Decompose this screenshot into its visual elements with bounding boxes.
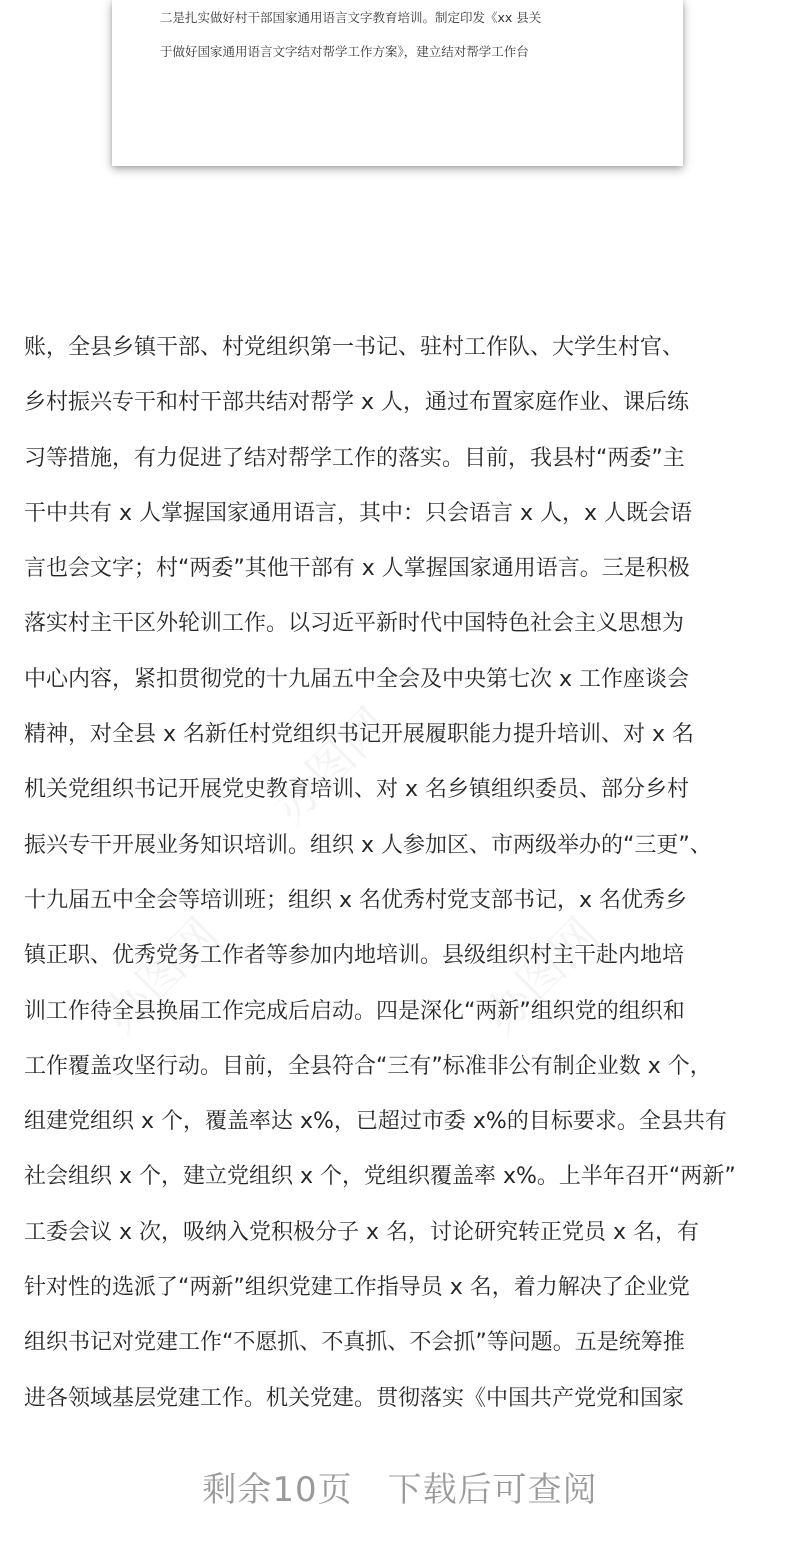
body-line: 社会组织 x 个，建立党组织 x 个，党组织覆盖率 x%。上半年召开“两新” (24, 1164, 736, 1190)
body-line: 镇正职、优秀党务工作者等参加内地培训。县级组织村主干赴内地培 (24, 943, 685, 969)
body-line: 言也会文字；村“两委”其他干部有 x 人掌握国家通用语言。三是积极 (24, 556, 690, 582)
remaining-pages-link[interactable]: 剩余10页 下载后可查阅 (202, 1470, 598, 1510)
preview-line: 二是扎实做好村干部国家通用语言文字教育培训。制定印发《xx 县关 (160, 10, 542, 25)
body-line: 针对性的选派了“两新”组织党建工作指导员 x 名，着力解决了企业党 (24, 1275, 690, 1301)
body-line: 习等措施，有力促进了结对帮学工作的落实。目前，我县村“两委”主 (24, 445, 685, 471)
body-line: 工作覆盖攻坚行动。目前，全县符合“三有”标准非公有制企业数 x 个， (24, 1053, 712, 1079)
body-line: 中心内容，紧扣贯彻党的十九届五中全会及中央第七次 x 工作座谈会 (24, 666, 690, 692)
document-preview-card (112, 0, 683, 166)
body-line: 组建党组织 x 个，覆盖率达 x%，已超过市委 x%的目标要求。全县共有 (24, 1109, 727, 1135)
document-body (24, 320, 784, 1426)
preview-line: 于做好国家通用语言文字结对帮学工作方案》，建立结对帮学工作台 (160, 44, 529, 59)
body-line: 落实村主干区外轮训工作。以习近平新时代中国特色社会主义思想为 (24, 611, 685, 637)
body-line: 进各领域基层党建工作。机关党建。贯彻落实《中国共产党党和国家 (24, 1385, 685, 1411)
body-line: 干中共有 x 人掌握国家通用语言，其中：只会语言 x 人，x 人既会语 (24, 500, 693, 526)
body-line: 机关党组织书记开展党史教育培训、对 x 名乡镇组织委员、部分乡村 (24, 777, 690, 803)
body-line: 十九届五中全会等培训班；组织 x 名优秀村党支部书记，x 名优秀乡 (24, 887, 688, 913)
watermark: 办图网 (263, 697, 400, 834)
body-line: 工委会议 x 次，吸纳入党积极分子 x 名，讨论研究转正党员 x 名，有 (24, 1219, 700, 1245)
body-line: 振兴专干开展业务知识培训。组织 x 人参加区、市两级举办的“三更”、 (24, 832, 712, 858)
body-line: 账，全县乡镇干部、村党组织第一书记、驻村工作队、大学生村官、 (24, 335, 685, 360)
body-line: 精神，对全县 x 名新任村党组织书记开展履职能力提升培训、对 x 名 (24, 722, 695, 748)
body-line: 组织书记对党建工作“不愿抓、不真抓、不会抓”等问题。五是统筹推 (24, 1330, 685, 1356)
watermark: 办图网 (473, 907, 610, 1044)
watermark: 办图网 (93, 907, 230, 1044)
body-line: 乡村振兴专干和村干部共结对帮学 x 人，通过布置家庭作业、课后练 (24, 390, 690, 416)
body-line: 训工作待全县换届工作完成后启动。四是深化“两新”组织党的组织和 (24, 998, 685, 1024)
